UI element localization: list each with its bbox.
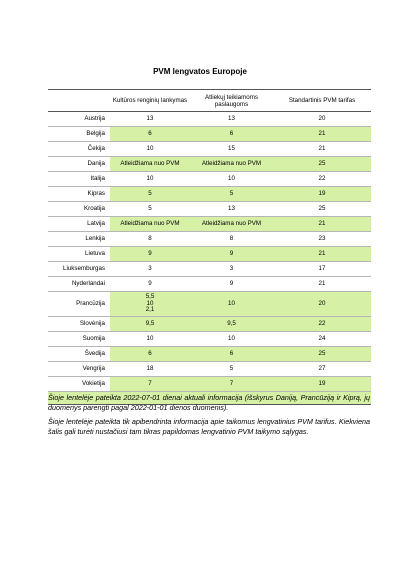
cell-country: Danija [48, 157, 110, 172]
table-row [48, 332, 371, 347]
table-row [48, 377, 371, 392]
cell-services-rate: 6 [190, 127, 273, 142]
table-body [48, 112, 371, 405]
document-title: PVM lengvatos Europoje [153, 67, 247, 76]
cell-services-rate: Atleidžiama nuo PVM [190, 217, 273, 232]
cell-country: Kipras [48, 187, 110, 202]
cell-standard-rate: 20 [273, 112, 371, 127]
cell-culture-rate: 7 [110, 377, 190, 392]
cell-services-rate: 9,5 [190, 317, 273, 332]
table-row [48, 202, 371, 217]
table-row [48, 112, 371, 127]
cell-services-rate: 10 [190, 332, 273, 347]
cell-culture-rate: 13 [110, 112, 190, 127]
cell-standard-rate: 25 [273, 157, 371, 172]
cell-country: Suomija [48, 332, 110, 347]
table-row [48, 187, 371, 202]
table-row [48, 172, 371, 187]
table-row [48, 292, 371, 317]
cell-country: Lenkija [48, 232, 110, 247]
cell-services-rate: 15 [190, 142, 273, 157]
cell-culture-rate: 3 [110, 262, 190, 277]
table-row [48, 317, 371, 332]
table-row [48, 347, 371, 362]
cell-standard-rate: 22 [273, 317, 371, 332]
cell-country: Slovėnija [48, 317, 110, 332]
cell-services-rate: 7 [190, 377, 273, 392]
cell-standard-rate: 22 [273, 172, 371, 187]
cell-standard-rate: 21 [273, 277, 371, 292]
cell-standard-rate: 17 [273, 262, 371, 277]
cell-standard-rate: 21 [273, 217, 371, 232]
cell-standard-rate: 25 [273, 202, 371, 217]
cell-culture-rate: 10 [110, 142, 190, 157]
header-services: Atliekųj teikiamoms paslaugoms [190, 90, 273, 112]
note-paragraph-2: Šioje lentelėje pateikta tik apibendrinta informacija apie taikomus lengvatinius PVM tarifus. Kiekviena šalis gali turėti nustačiusi tam tikras papildomas lengvatinio PVM taikymo sąlygas. [48, 417, 370, 436]
table-row [48, 232, 371, 247]
table-row [48, 362, 371, 377]
table-row [48, 217, 371, 232]
cell-culture-rate: Atleidžiama nuo PVM [110, 217, 190, 232]
table-row [48, 247, 371, 262]
table-header-row [48, 90, 371, 112]
cell-standard-rate: 19 [273, 377, 371, 392]
cell-services-rate: Atleidžiama nuo PVM [190, 157, 273, 172]
header-culture: Kultūros renginių lankymas [110, 90, 190, 112]
cell-standard-rate: 25 [273, 347, 371, 362]
cell-culture-rate: 9 [110, 247, 190, 262]
cell-standard-rate: 27 [273, 362, 371, 377]
cell-culture-rate: 9 [110, 277, 190, 292]
cell-services-rate: 9 [190, 277, 273, 292]
cell-country: Belgija [48, 127, 110, 142]
cell-services-rate: 13 [190, 112, 273, 127]
cell-country: Italija [48, 172, 110, 187]
cell-culture-rate: 9,5 [110, 317, 190, 332]
cell-country: Latvija [48, 217, 110, 232]
cell-culture-rate: 10 [110, 172, 190, 187]
cell-services-rate: 9 [190, 247, 273, 262]
cell-standard-rate: 24 [273, 332, 371, 347]
cell-services-rate: 8 [190, 232, 273, 247]
cell-standard-rate: 20 [273, 292, 371, 317]
cell-country: Prancūzija [48, 292, 110, 317]
cell-services-rate: 10 [190, 172, 273, 187]
cell-culture-rate: 8 [110, 232, 190, 247]
table-row [48, 127, 371, 142]
cell-culture-rate: Atleidžiama nuo PVM [110, 157, 190, 172]
table-row [48, 157, 371, 172]
cell-services-rate: 5 [190, 187, 273, 202]
header-country [48, 90, 110, 112]
cell-standard-rate: 19 [273, 187, 371, 202]
cell-services-rate: 10 [190, 292, 273, 317]
cell-country: Liuksemburgas [48, 262, 110, 277]
cell-services-rate: 6 [190, 347, 273, 362]
cell-country: Kroatija [48, 202, 110, 217]
cell-country: Čekija [48, 142, 110, 157]
cell-culture-rate: 18 [110, 362, 190, 377]
cell-country: Nyderlandai [48, 277, 110, 292]
note-paragraph-1: Šioje lentelėje pateikta 2022-07-01 dienai aktuali informacija (išskyrus Daniją, Prancūziją ir Kiprą, jų duomenys parengti pagal 2022-01-01 dienos duomenis). [48, 393, 370, 412]
cell-country: Vengrija [48, 362, 110, 377]
table-row [48, 262, 371, 277]
cell-standard-rate: 21 [273, 247, 371, 262]
table-row [48, 277, 371, 292]
cell-country: Švedija [48, 347, 110, 362]
cell-culture-rate: 5 [110, 202, 190, 217]
cell-culture-rate: 5 [110, 187, 190, 202]
vat-rates-table [48, 89, 371, 405]
header-standard-rate: Standartinis PVM tarifas [273, 90, 371, 112]
cell-culture-rate: 6 [110, 127, 190, 142]
cell-services-rate: 13 [190, 202, 273, 217]
cell-country: Austrija [48, 112, 110, 127]
cell-culture-rate: 10 [110, 332, 190, 347]
cell-culture-rate: 6 [110, 347, 190, 362]
cell-standard-rate: 21 [273, 142, 371, 157]
cell-country: Lietuva [48, 247, 110, 262]
cell-services-rate: 5 [190, 362, 273, 377]
cell-country: Vokietija [48, 377, 110, 392]
cell-services-rate: 3 [190, 262, 273, 277]
cell-standard-rate: 23 [273, 232, 371, 247]
cell-culture-rate: 5,5 10 2,1 [110, 292, 190, 317]
table-row [48, 142, 371, 157]
notes-section [48, 393, 370, 441]
cell-standard-rate: 21 [273, 127, 371, 142]
